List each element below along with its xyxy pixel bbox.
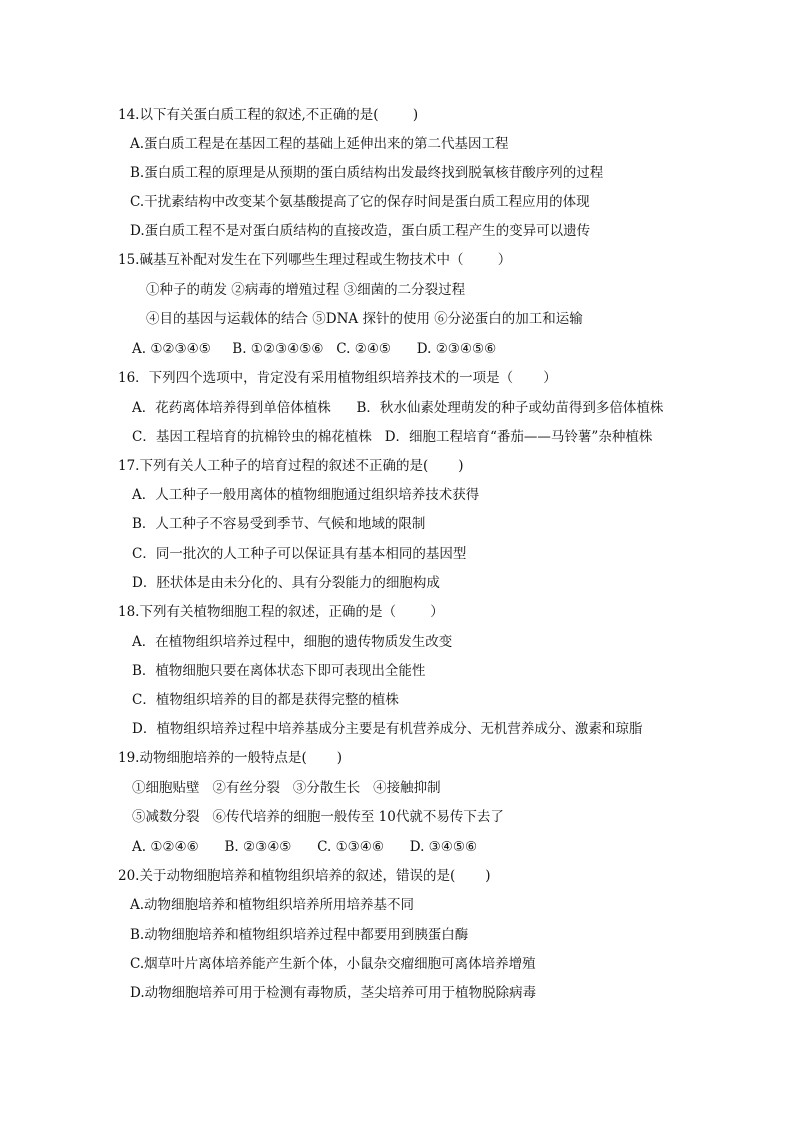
q15-stem: 15.碱基互补配对发生在下列哪些生理过程或生物技术中（ ） bbox=[118, 252, 512, 268]
q16-options-ab: A．花药离体培养得到单倍体植株 B．秋水仙素处理萌发的种子或幼苗得到多倍体植株 bbox=[132, 400, 664, 416]
q16-options-cd: C．基因工程培育的抗棉铃虫的棉花植株 D．细胞工程培育“番茄——马铃薯”杂种植株 bbox=[132, 429, 653, 445]
q20-option-c: C.烟草叶片离体培养能产生新个体，小鼠杂交瘤细胞可离体培养增殖 bbox=[130, 956, 536, 972]
q14-stem: 14.以下有关蛋白质工程的叙述,不正确的是( ) bbox=[118, 107, 419, 123]
q19-items-1: ①细胞贴壁 ②有丝分裂 ③分散生长 ④接触抑制 bbox=[132, 780, 441, 796]
q15-items-2: ④目的基因与运载体的结合 ⑤DNA 探针的使用 ⑥分泌蛋白的加工和运输 bbox=[146, 311, 583, 327]
q14-option-a: A.蛋白质工程是在基因工程的基础上延伸出来的第二代基因工程 bbox=[130, 136, 509, 152]
q19-items-2: ⑤减数分裂 ⑥传代培养的细胞一般传至 10代就不易传下去了 bbox=[132, 809, 504, 825]
q20-option-b: B.动物细胞培养和植物组织培养过程中都要用到胰蛋白酶 bbox=[130, 927, 469, 943]
q18-option-d: D．植物组织培养过程中培养基成分主要是有机营养成分、无机营养成分、激素和琼脂 bbox=[132, 721, 643, 737]
q18-option-a: A．在植物组织培养过程中，细胞的遗传物质发生改变 bbox=[132, 634, 453, 650]
q19-options: A. ①②④⑥ B. ②③④⑤ C. ①③④⑥ D. ③④⑤⑥ bbox=[132, 839, 478, 855]
q16-stem: 16．下列四个选项中，肯定没有采用植物组织培养技术的一项是（ ） bbox=[118, 370, 557, 386]
q17-option-d: D．胚状体是由未分化的、具有分裂能力的细胞构成 bbox=[132, 575, 440, 591]
q15-items-1: ①种子的萌发 ②病毒的增殖过程 ③细菌的二分裂过程 bbox=[146, 282, 466, 298]
q17-option-b: B．人工种子不容易受到季节、气候和地域的限制 bbox=[132, 516, 426, 532]
q20-stem: 20.关于动物细胞培养和植物组织培养的叙述，错误的是( ) bbox=[118, 868, 491, 884]
q14-option-c: C.干扰素结构中改变某个氨基酸提高了它的保存时间是蛋白质工程应用的体现 bbox=[130, 194, 590, 210]
q15-options: A. ①②③④⑤ B. ①②③④⑤⑥ C. ②④⑤ D. ②③④⑤⑥ bbox=[132, 341, 497, 357]
q17-option-a: A．人工种子一般用离体的植物细胞通过组织培养技术获得 bbox=[132, 487, 480, 503]
q20-option-d: D.动物细胞培养可用于检测有毒物质，茎尖培养可用于植物脱除病毒 bbox=[130, 985, 537, 1001]
q18-option-b: B．植物细胞只要在离体状态下即可表现出全能性 bbox=[132, 663, 426, 679]
q18-stem: 18.下列有关植物细胞工程的叙述，正确的是（ ） bbox=[118, 604, 444, 620]
q14-option-b: B.蛋白质工程的原理是从预期的蛋白质结构出发最终找到脱氧核苷酸序列的过程 bbox=[130, 165, 604, 181]
q14-option-d: D.蛋白质工程不是对蛋白质结构的直接改造，蛋白质工程产生的变异可以遗传 bbox=[130, 223, 591, 239]
q19-stem: 19.动物细胞培养的一般特点是( ) bbox=[118, 750, 343, 766]
q18-option-c: C．植物组织培养的目的都是获得完整的植株 bbox=[132, 692, 399, 708]
q20-option-a: A.动物细胞培养和植物组织培养所用培养基不同 bbox=[130, 897, 415, 913]
q17-option-c: C．同一批次的人工种子可以保证具有基本相同的基因型 bbox=[132, 546, 467, 562]
q17-stem: 17.下列有关人工种子的培育过程的叙述不正确的是( ) bbox=[118, 458, 464, 474]
